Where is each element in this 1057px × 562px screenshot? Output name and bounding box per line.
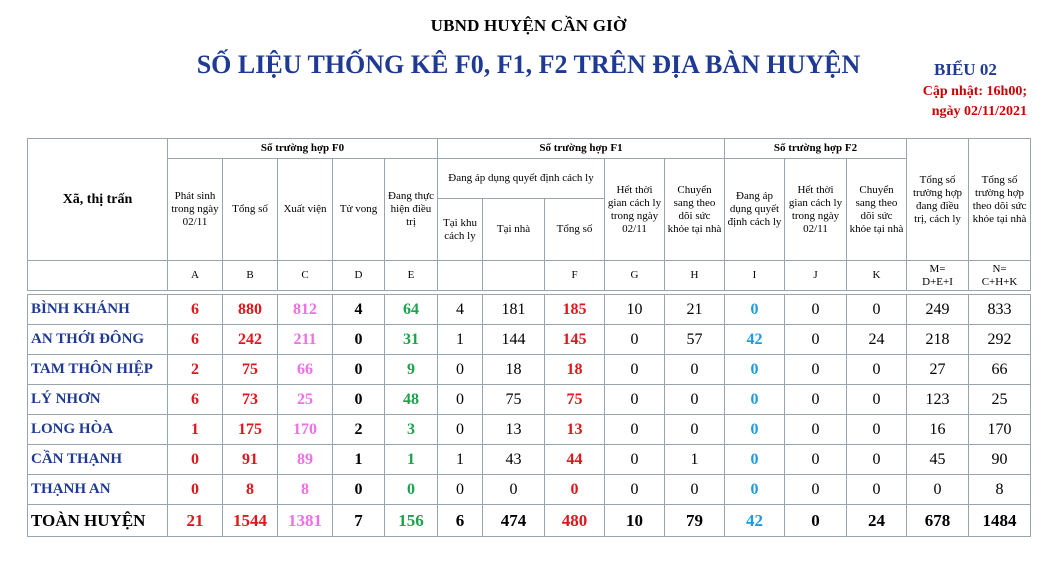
cell-d: 0 xyxy=(333,355,385,385)
cell-f1-home: 18 xyxy=(483,355,545,385)
cell-c: 812 xyxy=(278,295,333,325)
cell-b: 880 xyxy=(223,295,278,325)
cell-n: 833 xyxy=(969,295,1031,325)
header-i: Đang áp dụng quyết định cách ly xyxy=(725,159,785,261)
cell-f1-home: 181 xyxy=(483,295,545,325)
cell-i: 0 xyxy=(725,445,785,475)
cell-d: 0 xyxy=(333,385,385,415)
table-row xyxy=(28,475,1031,505)
cell-d: 0 xyxy=(333,475,385,505)
cell-k: 0 xyxy=(847,355,907,385)
cell-f1-camp: 0 xyxy=(438,355,483,385)
cell-h: 21 xyxy=(665,295,725,325)
cell-f1-home: 474 xyxy=(483,505,545,537)
header-e: Đang thực hiện điều trị xyxy=(385,159,438,261)
letter-blank xyxy=(28,261,168,291)
commune-name: TAM THÔN HIỆP xyxy=(28,355,168,385)
cell-k: 24 xyxy=(847,505,907,537)
cell-f: 44 xyxy=(545,445,605,475)
cell-m: 678 xyxy=(907,505,969,537)
cell-j: 0 xyxy=(785,355,847,385)
table-row xyxy=(28,415,1031,445)
cell-a: 21 xyxy=(168,505,223,537)
cell-m: 45 xyxy=(907,445,969,475)
letter-i: I xyxy=(725,261,785,291)
cell-f: 145 xyxy=(545,325,605,355)
cell-i: 0 xyxy=(725,415,785,445)
cell-f: 480 xyxy=(545,505,605,537)
cell-g: 10 xyxy=(605,505,665,537)
cell-i: 0 xyxy=(725,355,785,385)
cell-g: 0 xyxy=(605,475,665,505)
cell-f1-home: 13 xyxy=(483,415,545,445)
cell-k: 24 xyxy=(847,325,907,355)
header-g: Hết thời gian cách ly trong ngày 02/11 xyxy=(605,159,665,261)
cell-e: 9 xyxy=(385,355,438,385)
header-f1-applied: Đang áp dụng quyết định cách ly xyxy=(438,159,605,199)
commune-name: CẦN THẠNH xyxy=(28,445,168,475)
cell-a: 0 xyxy=(168,445,223,475)
statistics-table xyxy=(27,138,1031,537)
letter-h: H xyxy=(665,261,725,291)
cell-c: 66 xyxy=(278,355,333,385)
letter-k: K xyxy=(847,261,907,291)
cell-f1-camp: 0 xyxy=(438,385,483,415)
letter-c: C xyxy=(278,261,333,291)
cell-j: 0 xyxy=(785,295,847,325)
letter-f1-camp xyxy=(438,261,483,291)
table-row xyxy=(28,325,1031,355)
cell-h: 0 xyxy=(665,355,725,385)
cell-f1-camp: 0 xyxy=(438,415,483,445)
cell-f: 185 xyxy=(545,295,605,325)
cell-m: 218 xyxy=(907,325,969,355)
cell-b: 1544 xyxy=(223,505,278,537)
cell-c: 1381 xyxy=(278,505,333,537)
header-m: Tổng số trường hợp đang điều trị, cách ly xyxy=(907,139,969,261)
header-a: Phát sinh trong ngày 02/11 xyxy=(168,159,223,261)
cell-m: 16 xyxy=(907,415,969,445)
cell-a: 1 xyxy=(168,415,223,445)
total-row xyxy=(28,505,1031,537)
cell-e: 3 xyxy=(385,415,438,445)
cell-j: 0 xyxy=(785,475,847,505)
header-group-f2: Số trường hợp F2 xyxy=(725,139,907,159)
cell-n: 90 xyxy=(969,445,1031,475)
cell-a: 2 xyxy=(168,355,223,385)
cell-b: 242 xyxy=(223,325,278,355)
cell-f1-home: 0 xyxy=(483,475,545,505)
cell-i: 0 xyxy=(725,295,785,325)
header-n: Tổng số trường hợp theo dõi sức khỏe tại nhà xyxy=(969,139,1031,261)
cell-f1-camp: 1 xyxy=(438,445,483,475)
cell-e: 48 xyxy=(385,385,438,415)
form-code: BIỂU 02 xyxy=(934,60,997,79)
cell-g: 0 xyxy=(605,325,665,355)
cell-m: 249 xyxy=(907,295,969,325)
page-title: SỐ LIỆU THỐNG KÊ F0, F1, F2 TRÊN ĐỊA BÀN HUYỆN xyxy=(196,50,861,79)
letter-j: J xyxy=(785,261,847,291)
cell-e: 31 xyxy=(385,325,438,355)
cell-h: 0 xyxy=(665,475,725,505)
letter-m: M= D+E+I xyxy=(907,261,969,291)
cell-k: 0 xyxy=(847,385,907,415)
letter-g: G xyxy=(605,261,665,291)
cell-g: 0 xyxy=(605,355,665,385)
header-b: Tổng số xyxy=(223,159,278,261)
cell-i: 42 xyxy=(725,505,785,537)
letter-e: E xyxy=(385,261,438,291)
header-k: Chuyển sang theo dõi sức khỏe tại nhà xyxy=(847,159,907,261)
cell-b: 91 xyxy=(223,445,278,475)
cell-i: 42 xyxy=(725,325,785,355)
commune-name: LÝ NHƠN xyxy=(28,385,168,415)
cell-a: 0 xyxy=(168,475,223,505)
cell-i: 0 xyxy=(725,475,785,505)
cell-g: 0 xyxy=(605,385,665,415)
header-commune: Xã, thị trấn xyxy=(28,139,168,261)
header-f: Tổng số xyxy=(545,199,605,261)
cell-d: 0 xyxy=(333,325,385,355)
cell-d: 2 xyxy=(333,415,385,445)
table-row xyxy=(28,295,1031,325)
cell-a: 6 xyxy=(168,385,223,415)
cell-h: 57 xyxy=(665,325,725,355)
cell-c: 89 xyxy=(278,445,333,475)
header-f1-camp: Tại khu cách ly xyxy=(438,199,483,261)
cell-j: 0 xyxy=(785,325,847,355)
letter-n: N= C+H+K xyxy=(969,261,1031,291)
header-group-f1: Số trường hợp F1 xyxy=(438,139,725,159)
cell-n: 8 xyxy=(969,475,1031,505)
cell-f1-home: 144 xyxy=(483,325,545,355)
commune-name: BÌNH KHÁNH xyxy=(28,295,168,325)
cell-c: 211 xyxy=(278,325,333,355)
table-row xyxy=(28,355,1031,385)
cell-d: 7 xyxy=(333,505,385,537)
cell-n: 292 xyxy=(969,325,1031,355)
cell-f1-camp: 4 xyxy=(438,295,483,325)
cell-h: 1 xyxy=(665,445,725,475)
header-j: Hết thời gian cách ly trong ngày 02/11 xyxy=(785,159,847,261)
cell-n: 25 xyxy=(969,385,1031,415)
letter-d: D xyxy=(333,261,385,291)
cell-h: 79 xyxy=(665,505,725,537)
cell-f1-home: 43 xyxy=(483,445,545,475)
org-name: UBND HUYỆN CẦN GIỜ xyxy=(430,16,627,35)
cell-f: 0 xyxy=(545,475,605,505)
cell-k: 0 xyxy=(847,295,907,325)
cell-j: 0 xyxy=(785,385,847,415)
update-date: ngày 02/11/2021 xyxy=(931,104,1027,119)
cell-f: 18 xyxy=(545,355,605,385)
header-group-f0: Số trường hợp F0 xyxy=(168,139,438,159)
cell-c: 25 xyxy=(278,385,333,415)
cell-b: 73 xyxy=(223,385,278,415)
cell-e: 1 xyxy=(385,445,438,475)
commune-name: AN THỚI ĐÔNG xyxy=(28,325,168,355)
cell-c: 8 xyxy=(278,475,333,505)
cell-g: 0 xyxy=(605,445,665,475)
cell-a: 6 xyxy=(168,295,223,325)
cell-f1-camp: 0 xyxy=(438,475,483,505)
table-row xyxy=(28,385,1031,415)
cell-f: 75 xyxy=(545,385,605,415)
cell-f1-home: 75 xyxy=(483,385,545,415)
header-c: Xuất viện xyxy=(278,159,333,261)
cell-n: 1484 xyxy=(969,505,1031,537)
cell-f1-camp: 1 xyxy=(438,325,483,355)
cell-d: 4 xyxy=(333,295,385,325)
cell-k: 0 xyxy=(847,475,907,505)
header-d: Tử vong xyxy=(333,159,385,261)
cell-j: 0 xyxy=(785,445,847,475)
cell-b: 8 xyxy=(223,475,278,505)
cell-a: 6 xyxy=(168,325,223,355)
commune-name: LONG HÒA xyxy=(28,415,168,445)
cell-d: 1 xyxy=(333,445,385,475)
cell-k: 0 xyxy=(847,445,907,475)
cell-j: 0 xyxy=(785,505,847,537)
cell-n: 170 xyxy=(969,415,1031,445)
letter-a: A xyxy=(168,261,223,291)
cell-f: 13 xyxy=(545,415,605,445)
cell-n: 66 xyxy=(969,355,1031,385)
header-h: Chuyển sang theo dõi sức khỏe tại nhà xyxy=(665,159,725,261)
cell-m: 27 xyxy=(907,355,969,385)
cell-i: 0 xyxy=(725,385,785,415)
cell-b: 75 xyxy=(223,355,278,385)
letter-f: F xyxy=(545,261,605,291)
letter-f1-home xyxy=(483,261,545,291)
cell-m: 0 xyxy=(907,475,969,505)
header-f1-home: Tại nhà xyxy=(483,199,545,261)
cell-h: 0 xyxy=(665,385,725,415)
cell-h: 0 xyxy=(665,415,725,445)
cell-b: 175 xyxy=(223,415,278,445)
cell-c: 170 xyxy=(278,415,333,445)
cell-e: 0 xyxy=(385,475,438,505)
cell-g: 0 xyxy=(605,415,665,445)
letter-b: B xyxy=(223,261,278,291)
table-row xyxy=(28,445,1031,475)
cell-e: 64 xyxy=(385,295,438,325)
cell-g: 10 xyxy=(605,295,665,325)
cell-m: 123 xyxy=(907,385,969,415)
cell-f1-camp: 6 xyxy=(438,505,483,537)
cell-k: 0 xyxy=(847,415,907,445)
update-time: Cập nhật: 16h00; xyxy=(922,84,1027,99)
cell-e: 156 xyxy=(385,505,438,537)
commune-name: THẠNH AN xyxy=(28,475,168,505)
cell-j: 0 xyxy=(785,415,847,445)
table-body xyxy=(28,291,1031,537)
total-name: TOÀN HUYỆN xyxy=(28,505,168,537)
